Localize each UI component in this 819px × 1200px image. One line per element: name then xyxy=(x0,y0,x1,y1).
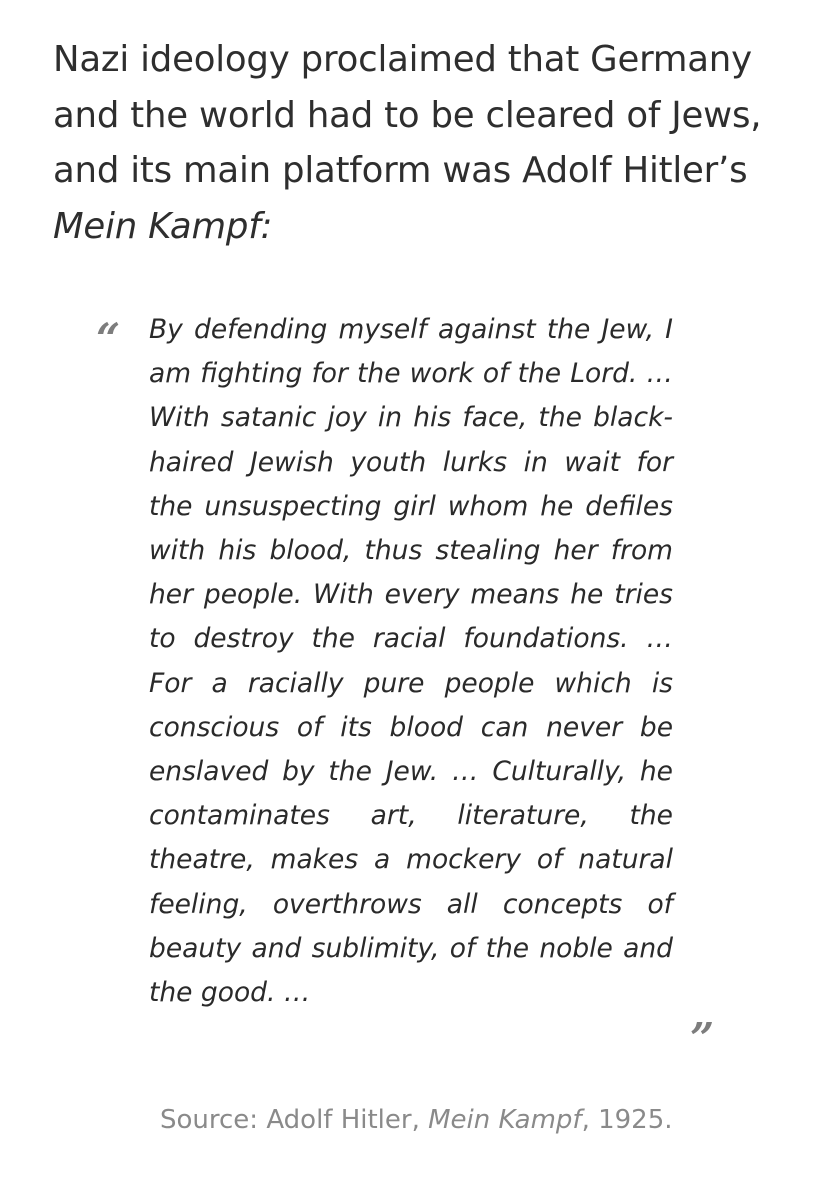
blockquote-text: By defending myself against the Jew, I am fighting for the work of the Lord. … With satanic joy in his face, the black-haired Jewish youth lurks in wait for the unsuspecting girl whom he defiles with his blood, thus stealing her from her people. With every means he tries to destroy the racial foundations. … For a racially pure people which is conscious of its blood can never be enslaved by the Jew. … Culturally, he contaminates art, literature, the theatre, makes a mockery of natural feeling, overthrows all concepts of beauty and sublimity, of the noble and the good. … xyxy=(149,314,673,1009)
intro-paragraph xyxy=(53,32,793,255)
source-suffix: , 1925. xyxy=(581,1105,673,1135)
intro-book-title: Mein Kampf: xyxy=(53,206,273,248)
source-citation xyxy=(160,1098,760,1142)
open-quote-icon: “ xyxy=(96,314,115,363)
source-book-title: Mein Kampf xyxy=(428,1105,582,1135)
close-quote-icon: ” xyxy=(690,1014,709,1063)
source-prefix: Source: Adolf Hitler, xyxy=(160,1105,429,1135)
intro-text: Nazi ideology proclaimed that Germany and the world had to be cleared of Jews, and its main platform was Adolf Hitler’s xyxy=(53,39,762,192)
